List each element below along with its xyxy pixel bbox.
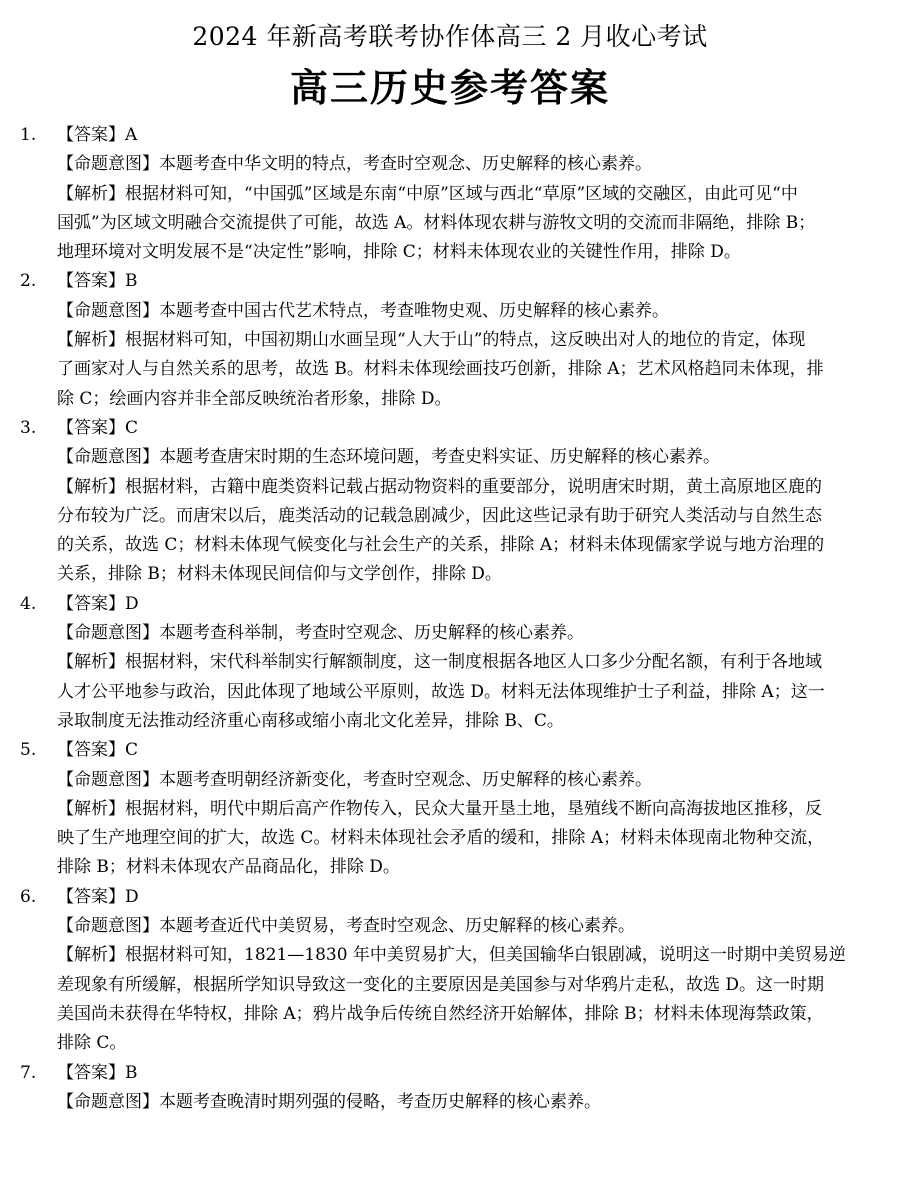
question-block [20,414,880,590]
analysis-line: 【解析】根据材料，古籍中鹿类资料记载占据动物资料的重要部分，说明唐宋时期，黄土高原地区鹿的 [57,476,822,497]
answer-text: 【答案】D [57,593,139,614]
answer-line [20,883,880,912]
analysis-line: 人才公平地参与政治，因此体现了地域公平原则，故选 D。材料无法体现维护士子利益，排除 A；这一 [57,681,825,702]
question-block [20,736,880,882]
question-number: 2. [20,271,37,292]
analysis-line: 【解析】根据材料可知，1821—1830 年中美贸易扩大，但美国输华白银剧减，说明这一时期中美贸易逆 [57,945,846,966]
analysis-line: 【解析】根据材料，宋代科举制实行解额制度，这一制度根据各地区人口多少分配名额，有利于各地域 [57,652,822,673]
answer-text: 【答案】D [57,886,139,907]
analysis-line: 美国尚未获得在华特权，排除 A；鸦片战争后传统自然经济开始解体，排除 B；材料未体现海禁政策， [57,1003,824,1024]
analysis-line: 地理环境对文明发展不是“决定性”影响，排除 C；材料未体现农业的关键性作用，排除 D。 [57,242,741,263]
answer-line [20,267,880,296]
answer-text: 【答案】B [57,1062,138,1083]
answer-text: 【答案】C [57,740,139,761]
intent-line: 【命题意图】本题考查中国古代艺术特点，考查唯物史观、历史解释的核心素养。 [57,300,669,321]
analysis-line: 映了生产地理空间的扩大，故选 C。材料未体现社会矛盾的缓和，排除 A；材料未体现南北物种交流， [57,828,825,849]
analysis-line: 排除 B；材料未体现农产品商品化，排除 D。 [57,857,400,878]
analysis-line: 了画家对人与自然关系的思考，故选 B。材料未体现绘画技巧创新，排除 A；艺术风格趋同未体现，排 [57,359,824,380]
answer-line [20,736,880,765]
question-number: 6. [20,886,37,907]
answer-line [20,1059,880,1088]
intent-line: 【命题意图】本题考查科举制，考查时空观念、历史解释的核心素养。 [57,623,584,644]
answer-text: 【答案】B [57,271,138,292]
analysis-line: 录取制度无法推动经济重心南移或缩小南北文化差异，排除 B、C。 [57,710,564,731]
analysis-line: 【解析】根据材料，明代中期后高产作物传入，民众大量开垦土地，垦殖线不断向高海拔地区推移，反 [57,798,822,819]
intent-line: 【命题意图】本题考查晚清时期列强的侵略，考查历史解释的核心素养。 [57,1091,601,1112]
analysis-line: 排除 C。 [57,1033,127,1054]
analysis-line: 差现象有所缓解，根据所学知识导致这一变化的主要原因是美国参与对华鸦片走私，故选 D。这一时期 [57,974,825,995]
question-list [20,121,880,1117]
answer-text: 【答案】A [57,125,138,145]
answer-text: 【答案】C [57,417,139,438]
answer-line [20,121,880,150]
question-number: 4. [20,593,37,614]
analysis-line: 国弧”为区域文明融合交流提供了可能，故选 A。材料体现农耕与游牧文明的交流而非隔绝，排除 B； [57,212,816,233]
analysis-line: 【解析】根据材料可知，“中国弧”区域是东南“中原”区域与西北“草原”区域的交融区，由此可见“中 [57,183,798,204]
question-number: 7. [20,1062,37,1083]
question-block [20,883,880,1059]
analysis-line: 【解析】根据材料可知，中国初期山水画呈现“人大于山”的特点，这反映出对人的地位的肯定，体现 [57,330,806,351]
intent-line: 【命题意图】本题考查近代中美贸易，考查时空观念、历史解释的核心素养。 [57,916,635,937]
question-block [20,267,880,413]
question-block [20,1059,880,1118]
answer-line [20,590,880,619]
analysis-line: 关系，排除 B；材料未体现民间信仰与文学创作，排除 D。 [57,564,502,585]
analysis-line: 的关系，故选 C；材料未体现气候变化与社会生产的关系，排除 A；材料未体现儒家学说与地方治理的 [57,535,825,556]
intent-line: 【命题意图】本题考查唐宋时期的生态环境问题，考查史料实证、历史解释的核心素养。 [57,447,720,468]
question-block [20,121,880,267]
question-number: 3. [20,417,37,438]
exam-name: 2024 年新高考联考协作体高三 2 月收心考试 [192,22,708,51]
analysis-line: 分布较为广泛。而唐宋以后，鹿类活动的记载急剧减少，因此这些记录有助于研究人类活动与自然生态 [57,505,822,526]
intent-line: 【命题意图】本题考查明朝经济新变化，考查时空观念、历史解释的核心素养。 [57,769,652,790]
question-block [20,590,880,736]
document-title: 高三历史参考答案 [289,66,610,110]
intent-line: 【命题意图】本题考查中华文明的特点，考查时空观念、历史解释的核心素养。 [57,154,652,175]
analysis-line: 除 C；绘画内容并非全部反映统治者形象，排除 D。 [57,388,452,409]
answer-line [20,414,880,443]
question-number: 5. [20,740,37,761]
question-number: 1. [20,125,37,145]
